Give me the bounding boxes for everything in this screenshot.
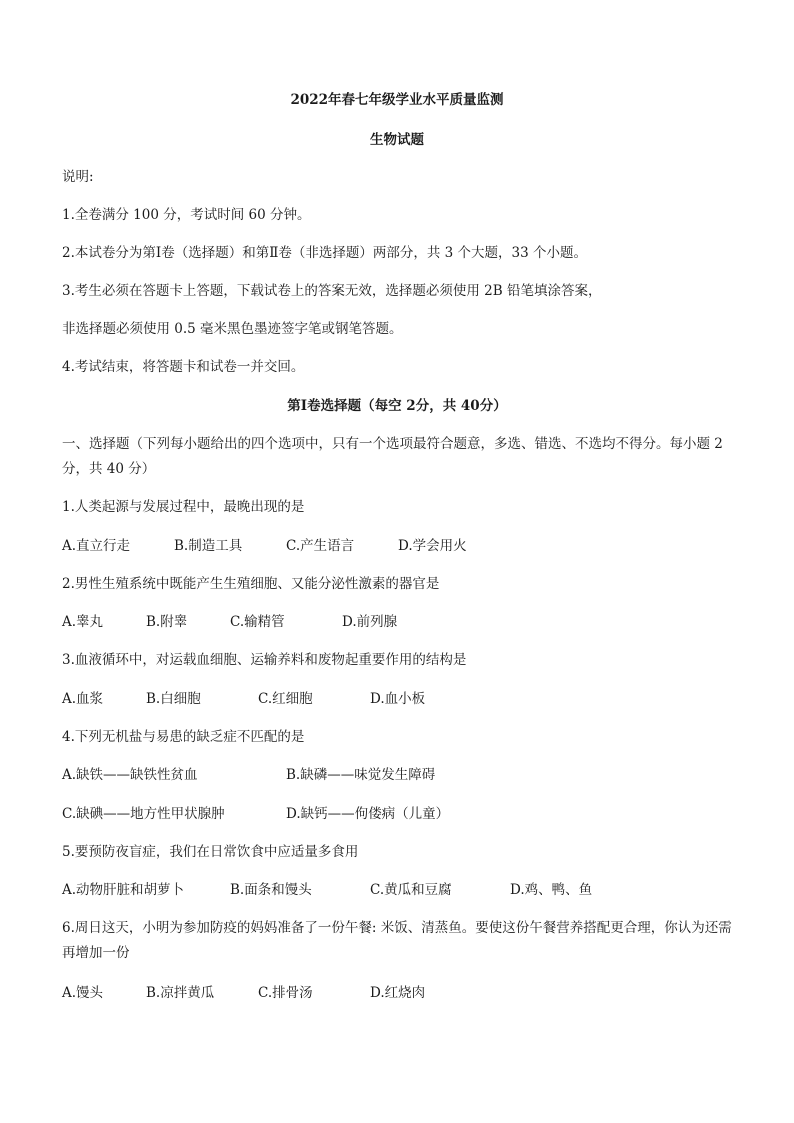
section-heading: 第Ⅰ卷选择题（每空 2分，共 40分） — [287, 398, 507, 414]
exam-subtitle: 生物试题 — [370, 132, 424, 148]
option-d: D.前列腺 — [342, 614, 398, 630]
option-b: B.凉拌黄瓜 — [146, 985, 215, 1001]
option-b: B.面条和馒头 — [230, 882, 312, 898]
instruction-item: 2.本试卷分为第Ⅰ卷（选择题）和第Ⅱ卷（非选择题）两部分，共 3 个大题，33 个小题。 — [62, 245, 588, 261]
option-d: D.鸡、鸭、鱼 — [510, 882, 593, 898]
question-stem: 3.血液循环中，对运载血细胞、运输养料和废物起重要作用的结构是 — [62, 652, 467, 668]
instruction-item: 非选择题必须使用 0.5 毫米黑色墨迹签字笔或钢笔答题。 — [62, 321, 403, 337]
option-d: D.血小板 — [370, 691, 426, 707]
instruction-item: 1.全卷满分 100 分，考试时间 60 分钟。 — [62, 207, 311, 223]
option-a: A.直立行走 — [62, 538, 131, 554]
question-stem: 4.下列无机盐与易患的缺乏症不匹配的是 — [62, 729, 305, 745]
option-b: B.附睾 — [146, 614, 188, 630]
instructions-label: 说明: — [62, 169, 94, 185]
option-c: C.缺碘——地方性甲状腺肿 — [62, 806, 225, 822]
option-b: B.白细胞 — [146, 691, 201, 707]
option-c: C.输精管 — [230, 614, 285, 630]
option-a: A.馒头 — [62, 985, 104, 1001]
option-c: C.黄瓜和豆腐 — [370, 882, 452, 898]
option-d: D.红烧肉 — [370, 985, 426, 1001]
option-b: B.制造工具 — [174, 538, 243, 554]
option-a: A.动物肝脏和胡萝卜 — [62, 882, 185, 898]
question-stem: 1.人类起源与发展过程中，最晚出现的是 — [62, 499, 305, 515]
option-b: B.缺磷——味觉发生障碍 — [286, 767, 436, 783]
option-a: A.血浆 — [62, 691, 104, 707]
option-a: A.睾丸 — [62, 614, 104, 630]
exam-title: 2022年春七年级学业水平质量监测 — [290, 92, 504, 108]
option-c: C.排骨汤 — [258, 985, 313, 1001]
option-d: D.学会用火 — [398, 538, 467, 554]
instruction-item: 3.考生必须在答题卡上答题，下载试卷上的答案无效，选择题必须使用 2B 铅笔填涂答案， — [62, 283, 602, 299]
instruction-item: 4.考试结束，将答题卡和试卷一并交回。 — [62, 359, 305, 375]
section-intro: 一、选择题（下列每小题给出的四个选项中，只有一个选项最符合题意，多选、错选、不选均不得分。每小题 2 分，共 40 分） — [62, 436, 723, 477]
question-stem: 2.男性生殖系统中既能产生生殖细胞、又能分泌性激素的器官是 — [62, 576, 440, 592]
option-c: C.产生语言 — [286, 538, 355, 554]
option-a: A.缺铁——缺铁性贫血 — [62, 767, 198, 783]
question-stem: 5.要预防夜盲症，我们在日常饮食中应适量多食用 — [62, 844, 359, 860]
option-c: C.红细胞 — [258, 691, 313, 707]
option-d: D.缺钙——佝偻病（儿童） — [286, 806, 450, 822]
question-stem: 6.周日这天，小明为参加防疫的妈妈准备了一份午餐: 米饭、清蒸鱼。要使这份午餐营养搭配更合理，你认为还需再增加一份 — [62, 920, 732, 961]
